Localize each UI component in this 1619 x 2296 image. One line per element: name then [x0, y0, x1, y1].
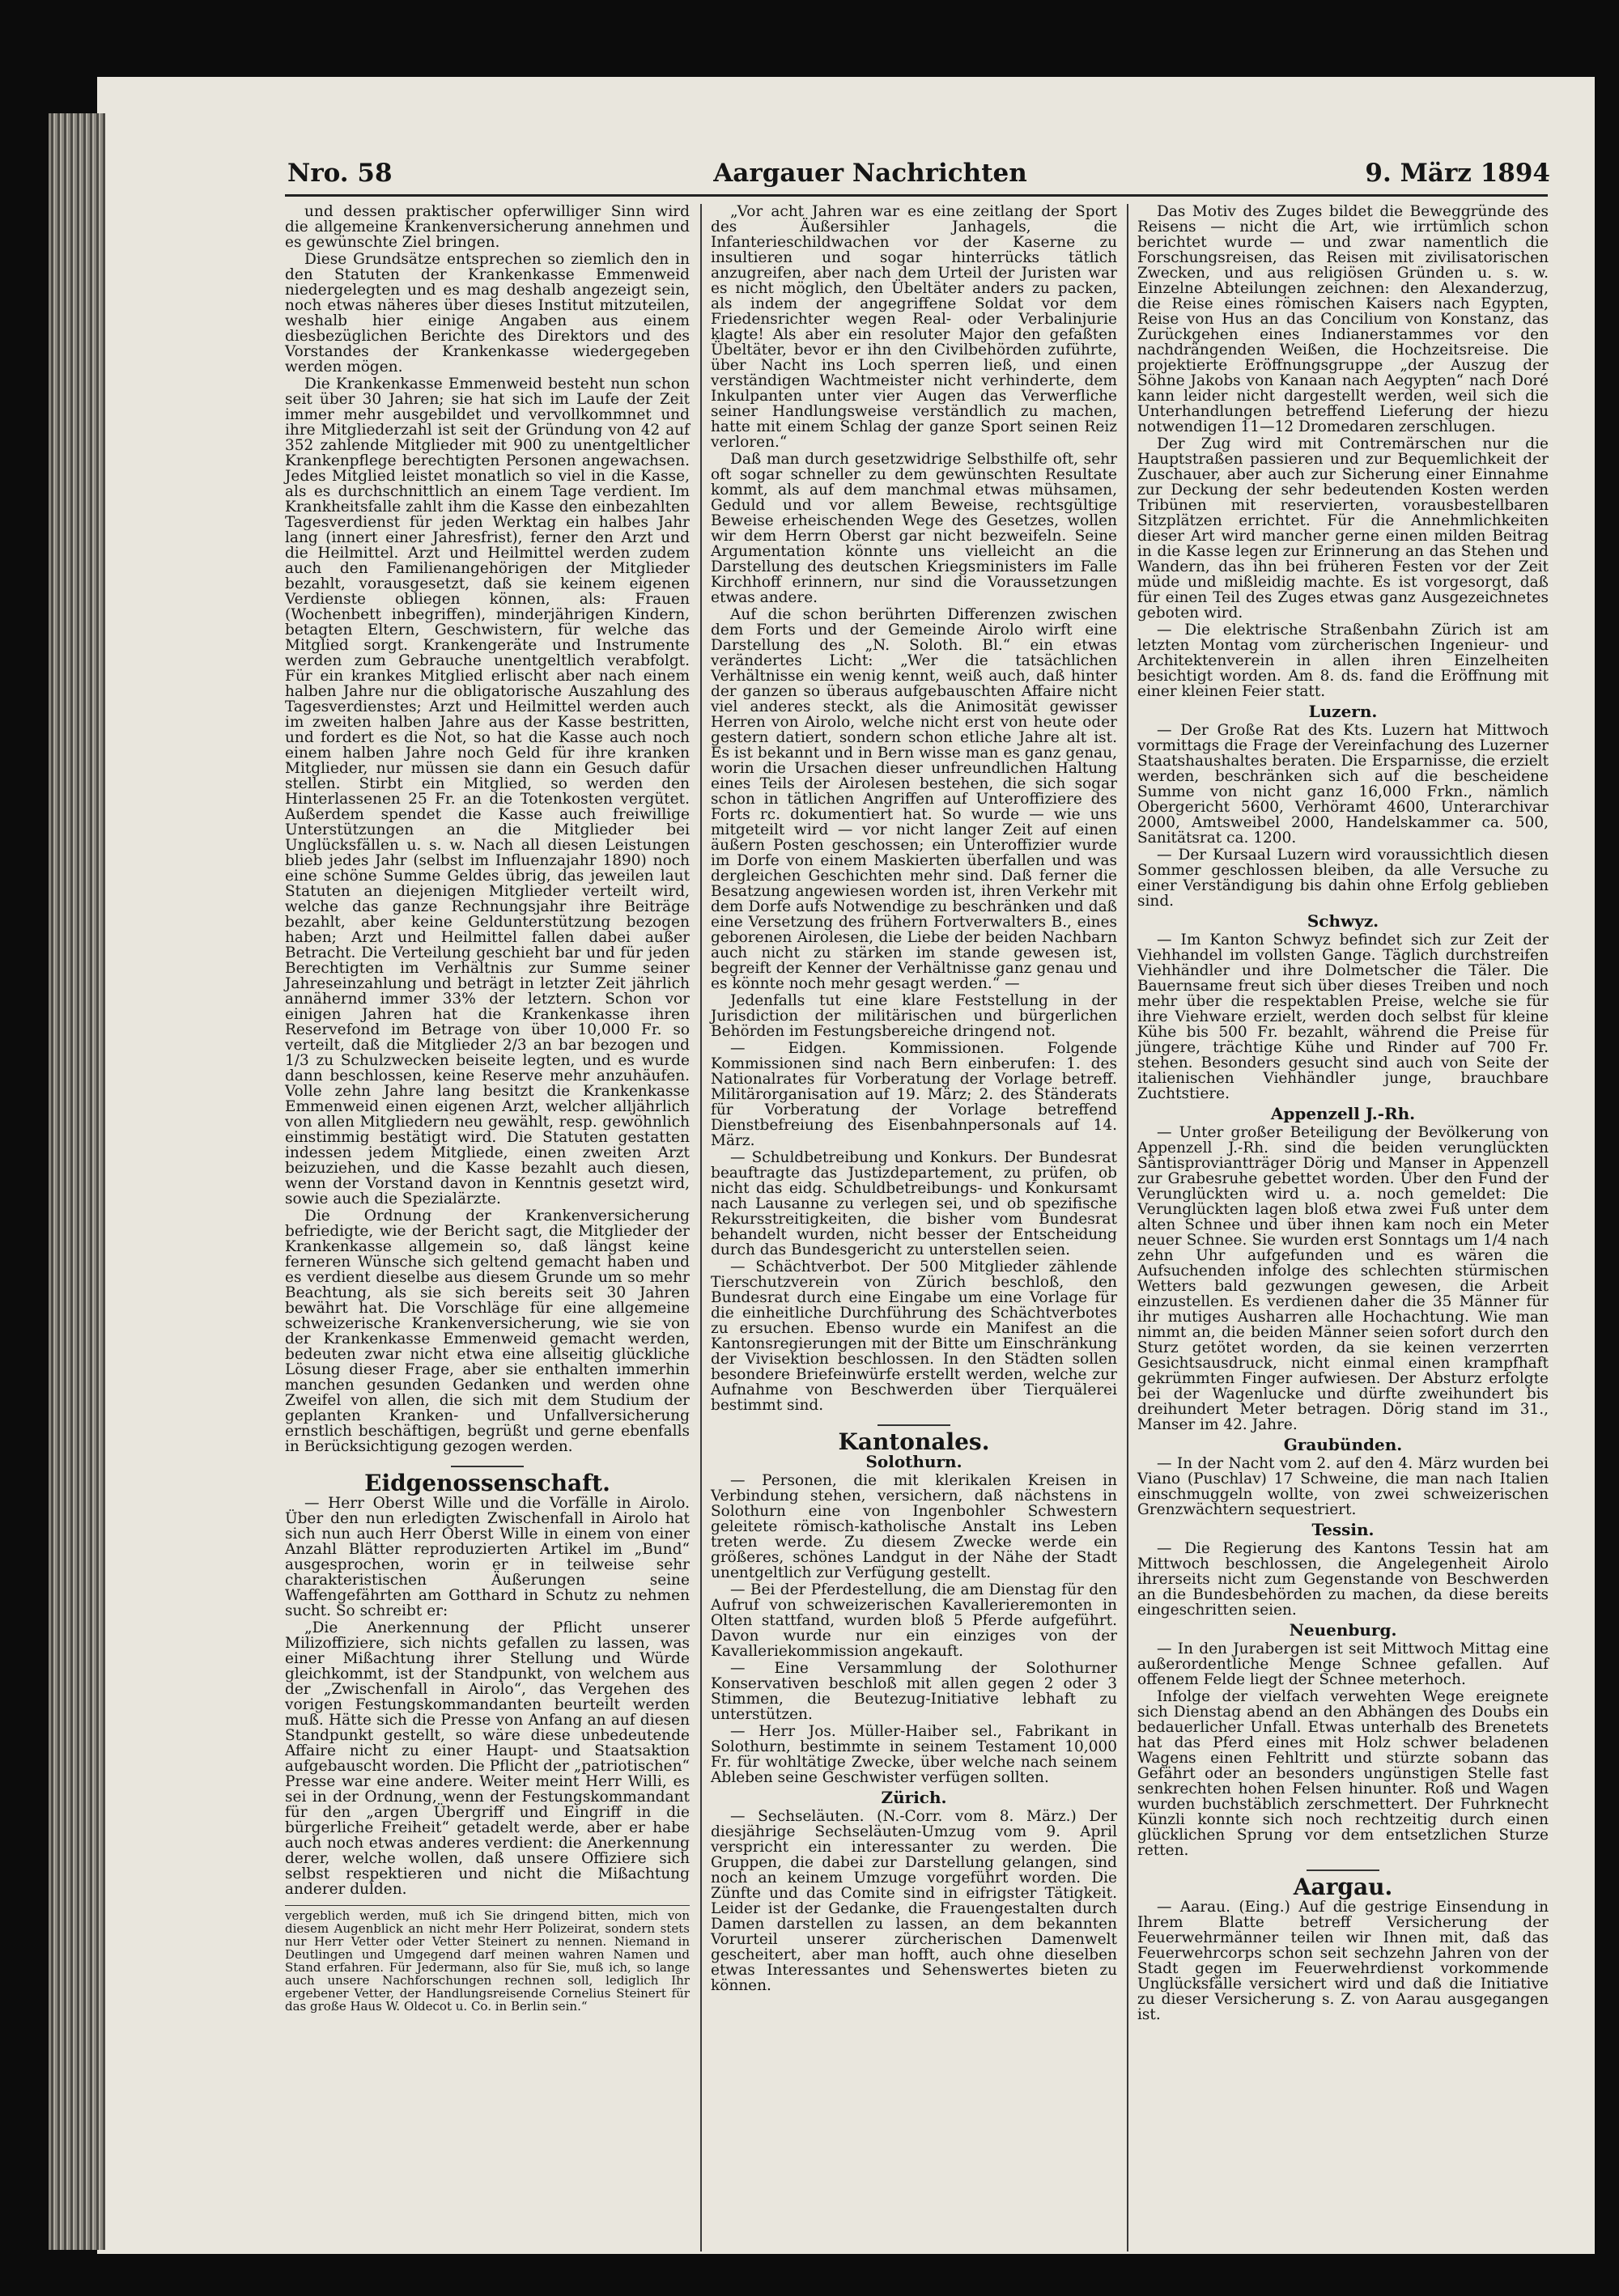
- paragraph: — Schächtverbot. Der 500 Mitglieder zählende Tierschutzverein von Zürich beschloß, den Bundesrat durch eine Eingabe um eine Vorlage für die einheitliche Durchführung des Schächtverbotes zu ersuchen. Ebenso wurde ein Manifest an die Kantonsregierungen mit der Bitte um Einschränkung der Vivisektion beschlossen. In den Städten sollen besondere Briefeinwürfe erstellt werden, welche zur Aufnahme von Beschwerden über Tierquälerei bestimmt sind.: [711, 1258, 1117, 1414]
- column-rule: [700, 204, 702, 2251]
- column-1: [285, 204, 690, 2251]
- paragraph: — Eidgen. Kommissionen. Folgende Kommissionen sind nach Bern einberufen: 1. des Nationalrates für Vorberatung der Vorlage betreff. Militärorganisation auf 19. März; 2. des Ständerats für Vorberatung der Vorlage betreffend Dienstbefreiung des Eisenbahnpersonals auf 14. März.: [711, 1040, 1117, 1149]
- section-heading-aargau: Aargau.: [1293, 1874, 1393, 1900]
- issue-date: 9. März 1894: [1365, 159, 1550, 188]
- subheading-zuerich: Zürich.: [881, 1788, 947, 1807]
- feuilleton-footer: vergeblich werden, muß ich Sie dringend bitten, mich von diesem Augenblick an nicht mehr Herr Polizeirat, sondern stets nur Herr Vetter oder Vetter Steinert zu nennen. Niemand in Deutlingen und Umgegend darf meinen wahren Namen und Stand erfahren. Für Jedermann, also für Sie, muß ich, so lange auch unsere Nachforschungen rechnen soll, lediglich Ihr ergebener Vetter, der Handlungsreisende Cornelius Steinert für das große Haus W. Oldecot u. Co. in Berlin sein.“: [285, 1905, 690, 2013]
- paragraph: — Aarau. (Eing.) Auf die gestrige Einsendung in Ihrem Blatte betreff Versicherung der Feuerwehrmänner teilen wir Ihnen mit, daß das Feuerwehrcorps schon seit sechzehn Jahren von der Stadt gegen im Feuerwehrdienst vorkommende Unglücksfälle versichert wird und daß die Initiative zu dieser Versicherung s. Z. von Aarau ausgegangen ist.: [1137, 1899, 1549, 2023]
- paragraph: — In den Jurabergen ist seit Mittwoch Mittag eine außerordentliche Menge Schnee gefallen. Auf offenem Felde liegt der Schnee meterhoch.: [1137, 1640, 1549, 1688]
- paragraph: — Eine Versammlung der Solothurner Konservativen beschloß mit allen gegen 2 oder 3 Stimmen, die Beutezug-Initiative lebhaft zu unterstützen.: [711, 1660, 1117, 1723]
- paragraph: — Der Große Rat des Kts. Luzern hat Mittwoch vormittags die Frage der Vereinfachung des Luzerner Staatshaushaltes beraten. Die Ersparnisse, die erzielt werden, beschränken sich auf die bescheidene Summe von nicht ganz 16,000 Frkn., nämlich Obergericht 5600, Verhöramt 4600, Unterarchivar 2000, Amtsweibel 2000, Handelskammer ca. 500, Sanitätsrat ca. 1200.: [1137, 722, 1549, 847]
- paragraph: — In der Nacht vom 2. auf den 4. März wurden bei Viano (Puschlav) 17 Schweine, die man nach Italien einschmuggeln wollte, von zwei schweizerischen Grenzwächtern sequestriert.: [1137, 1455, 1549, 1518]
- column-rule: [1127, 204, 1128, 2251]
- paragraph: — Die elektrische Straßenbahn Zürich ist am letzten Montag vom zürcherischen Ingenieur- und Architektenverein in allen ihren Einzelheiten besichtigt worden. Am 8. ds. fand die Eröffnung mit einer kleinen Feier statt.: [1137, 622, 1549, 700]
- subheading-schwyz: Schwyz.: [1307, 911, 1379, 931]
- header-rule: [285, 194, 1548, 197]
- subheading-luzern: Luzern.: [1308, 702, 1378, 721]
- paragraph: — Sechseläuten. (N.-Corr. vom 8. März.) Der diesjährige Sechseläuten-Umzug vom 9. April verspricht ein interessanter zu werden. Die Gruppen, die dabei zur Darstellung gelangen, sind noch an keinem Umzuge vorgeführt worden. Die Zünfte und das Comite sind in eifrigster Tätigkeit. Leider ist der Gedanke, die Frauengestalten durch Damen darstellen zu lassen, an dem bekannten Vorurteil unserer zürcherischen Damenwelt gescheitert, aber man hofft, auch ohne dieselben etwas Interessantes und Sehenswertes bieten zu können.: [711, 1808, 1117, 1994]
- binding-edge: [49, 113, 105, 2250]
- paragraph: Jedenfalls tut eine klare Feststellung in der Jurisdiction der militärischen und bürgerlichen Behörden im Festungsbereiche dringend not.: [711, 992, 1117, 1040]
- paragraph: Die Ordnung der Krankenversicherung befriedigte, wie der Bericht sagt, die Mitglieder der Krankenkasse allgemein so, daß längst keine ferneren Wünsche sich geltend gemacht haben und es verdient dieselbe aus diesem Grunde um so mehr Beachtung, als sie sich bereits seit 30 Jahren bewährt hat. Die Vorschläge für eine allgemeine schweizerische Krankenversicherung, wie sie von der Krankenkasse Emmenweid gemacht werden, bedeuten zwar nicht etwa eine allseitig glückliche Lösung dieser Frage, aber sie enthalten immerhin manchen gesunden Gedanken und werden ohne Zweifel von allen, die sich mit dem Studium der geplanten Kranken- und Unfallversicherung ernstlich beschäftigen, begrüßt und gerne ebenfalls in Berücksichtigung gezogen werden.: [285, 1207, 690, 1455]
- section-divider: [877, 1424, 950, 1426]
- paragraph: — Der Kursaal Luzern wird voraussichtlich diesen Sommer geschlossen bleiben, da alle Versuche zu einer Verständigung bis dahin ohne Erfolg geblieben sind.: [1137, 847, 1549, 910]
- section-divider: [1307, 1869, 1379, 1871]
- section-heading-eidgenossenschaft: Eidgenossenschaft.: [364, 1470, 610, 1496]
- paragraph: „Vor acht Jahren war es eine zeitlang der Sport des Äußersihler Janhagels, die Infanterieschildwachen vor der Kaserne zu insultieren und sogar hinterrücks tätlich anzugreifen, aber nach dem Urteil der Juristen war es nicht möglich, den Übeltäter anders zu packen, als indem der angegriffene Soldat vor dem Friedensrichter wegen Real- oder Verbalinjurie klagte! Als aber ein resoluter Major den gefaßten Übeltäter, bevor er ihn den Civilbehörden zuführte, über Nacht ins Loch sperren ließ, und einen verständigen Wachtmeister nicht verhinderte, dem Inkulpanten unter vier Augen das Verwerfliche seiner Handlungsweise verständlich zu machen, hatte mit einem Schlag der ganze Sport seinen Reiz verloren.“: [711, 203, 1117, 451]
- column-2: [711, 204, 1117, 2251]
- paragraph: — Unter großer Beteiligung der Bevölkerung von Appenzell J.-Rh. sind die beiden verunglückten Säntisproviantträger Dörig und Manser in Appenzell zur Grabesruhe gebettet worden. Über den Fund der Verunglückten wird u. a. noch gemeldet: Die Verunglückten lagen bloß etwa zwei Fuß unter dem alten Schnee und über ihnen kam noch ein Meter neuer Schnee. Sie wurden erst Sonntags um 1/4 nach zehn Uhr aufgefunden und es wären die Aufsuchenden infolge des schlechten stürmischen Wetters bald gezwungen gewesen, die Arbeit einzustellen. Es verdienen daher die 35 Männer für ihr mutiges Ausharren alle Hochachtung. Wie man nimmt an, die beiden Männer seien sofort durch den Sturz getötet worden, da sie keinen verzerrten Gesichtsausdruck, nicht einmal einen krampfhaft gekrümmten Finger aufwiesen. Der Absturz erfolgte bei der Wagenlucke und dürfte zweihundert bis dreihundert Meter betragen. Dörig stand im 31., Manser im 42. Jahre.: [1137, 1124, 1549, 1433]
- paragraph: — Herr Oberst Wille und die Vorfälle in Airolo. Über den nun erledigten Zwischenfall in Airolo hat sich nun auch Herr Oberst Wille in einem von einer Anzahl Blätter reproduzierten Artikel im „Bund“ ausgesprochen, worin er in teilweise sehr charakteristischen Äußerungen seine Waffengefährten am Gotthard in Schutz zu nehmen sucht. So schreibt er:: [285, 1495, 690, 1619]
- subheading-tessin: Tessin.: [1311, 1520, 1375, 1539]
- subheading-graubuenden: Graubünden.: [1283, 1435, 1403, 1454]
- paragraph: und dessen praktischer opferwilliger Sinn wird die allgemeine Krankenversicherung annehmen und es gewünschte Ziel bringen.: [285, 203, 690, 251]
- issue-number: Nro. 58: [287, 159, 393, 188]
- paragraph: Das Motiv des Zuges bildet die Beweggründe des Reisens — nicht die Art, wie irrtümlich schon berichtet wurde — und zwar namentlich die Forschungsreisen, das Reisen mit zivilisatorischen Zwecken, und aus religiösen Gründen u. s. w. Einzelne Abteilungen zeichnen: den Alexanderzug, die Reise eines römischen Kaisers nach Egypten, Reise von Hus an das Concilium von Konstanz, das Zurückgehen eines Indianerstammes vor den nachdrängenden Weißen, die Hochzeitsreise. Die projektierte Eröffnungsgruppe „der Auszug der Söhne Jakobs von Kanaan nach Aegypten“ nach Doré kann leider nicht dargestellt werden, weil sich die Unterhandlungen betreffend Lieferung der hiezu notwendigen 11—12 Dromedaren zerschlugen.: [1137, 203, 1549, 435]
- masthead-title: Aargauer Nachrichten: [713, 159, 1027, 188]
- paragraph: Diese Grundsätze entsprechen so ziemlich den in den Statuten der Krankenkasse Emmenweid niedergelegten und es mag deshalb angezeigt sein, noch etwas näheres über dieses Institut mitzuteilen, weshalb hier einige Angaben aus einem diesbezüglichen Berichte des Direktors und des Vorstandes der Krankenkasse wiedergegeben werden mögen.: [285, 251, 690, 376]
- paragraph: Die Krankenkasse Emmenweid besteht nun schon seit über 30 Jahren; sie hat sich im Laufe der Zeit immer mehr ausgebildet und vervollkommnet und ihre Mitgliederzahl ist seit der Gründung von 42 auf 352 zahlende Mitglieder mit 900 zu unentgeltlicher Krankenpflege berechtigten Personen angewachsen. Jedes Mitglied leistet monatlich so viel in die Kasse, als es durchschnittlich an einem Tage verdient. Im Krankheitsfalle zahlt ihm die Kasse den einbezahlten Tagesverdienst für jeden Werktag ein halbes Jahr lang (innert einer Jahresfrist), ferner den Arzt und die Heilmittel. Arzt und Heilmittel werden zudem auch den Familienangehörigen der Mitglieder bezahlt, vorausgesetzt, daß sie keinem eigenen Verdienste obliegen können, als: Frauen (Wochenbett inbegriffen), minderjährigen Kindern, betagten Eltern, Geschwistern, für welche das Mitglied sorgt. Krankengeräte und Instrumente werden zum Gebrauche unentgeltlich verabfolgt. Für ein krankes Mitglied erlischt aber nach einem halben Jahre nur die obligatorische Auszahlung des Tagesverdienstes; Arzt und Heilmittel werden auch im zweiten halben Jahre aus der Kasse bestritten, und fordert es die Not, so hat die Kasse auch noch einem halben Jahre noch Geld für ihre kranken Mitglieder, nur müssen sie dann ein Gesuch dafür stellen. Stirbt ein Mitglied, so werden den Hinterlassenen 25 Fr. an die Totenkosten vergütet. Außerdem spendet die Kasse auch freiwillige Unterstützungen an die Mitglieder bei Unglücksfällen u. s. w. Nach all diesen Leistungen blieb jedes Jahr (selbst im Influenzajahr 1890) noch eine schöne Summe Geldes übrig, das jeweilen laut Statuten an diejenigen Mitglieder verteilt wird, welche das ganze Rechnungsjahr ihre Beiträge bezahlt, aber keine Geldunterstützung bezogen haben; Arzt und Heilmittel fallen dabei außer Betracht. Die Verteilung geschieht bar und für jeden Berechtigten im Verhältnis zur Summe seiner Jahreseinzahlung und beträgt in letzter Zeit jährlich annähernd immer 33% der letztern. Schon vor einigen Jahren hat die Krankenkasse ihren Reservefond im Betrage von über 10,000 Fr. so verteilt, daß die Mitglieder 2/3 an bar bezogen und 1/3 zu Schulzwecken beiseite legten, und es wurde dann beschlossen, keine Reserve mehr anzuhäufen. Volle zehn Jahre lang besitzt die Krankenkasse Emmenweid einen eigenen Arzt, welcher alljährlich von allen Mitgliedern neu gewählt, resp. gewöhnlich einstimmig bestätigt wird. Die Statuten gestatten indessen jedem Mitgliede, einen zweiten Arzt beizuziehen, und die Kasse bezahlt auch diesen, wenn der Vorstand davon in Kenntnis gesetzt wird, sowie auch die Spezialärzte.: [285, 376, 690, 1207]
- paragraph: — Die Regierung des Kantons Tessin hat am Mittwoch beschlossen, die Angelegenheit Airolo ihrerseits nicht zum Gegenstande von Beschwerden an die Bundesbehörden zu machen, da diese bereits eingeschritten seien.: [1137, 1540, 1549, 1619]
- paragraph: — Im Kanton Schwyz befindet sich zur Zeit der Viehhandel im vollsten Gange. Täglich durchstreifen Viehhändler und ihre Dolmetscher die Täler. Die Bauernsame freut sich über dieses Treiben und noch mehr über die respektablen Preise, welche sie für ihre Viehware erzielt, werden doch selbst für kleine Kühe bis 500 Fr. bezahlt, während die Preise für jüngere, trächtige Kühe und Rinder auf 700 Fr. stehen. Besonders gesucht sind auch von Seite der italienischen Viehhändler junge, brauchbare Zuchtstiere.: [1137, 932, 1549, 1102]
- paragraph: Der Zug wird mit Contremärschen nur die Hauptstraßen passieren und zur Bequemlichkeit der Zuschauer, aber auch zur Sicherung einer Einnahme zur Deckung der sehr bedeutenden Kosten werden Tribünen mit reservierten, vorausbestellbaren Sitzplätzen errichtet. Für die Annehmlichkeiten dieser Art wird mancher gerne einen milden Beitrag in die Kasse legen zur Erinnerung an das Stehen und Wandern, das ihn bei früheren Festen vor der Zeit müde und mißleidig machte. Es ist vorgesorgt, daß für einen Teil des Zuges etwas ganz Ausgezeichnetes geboten wird.: [1137, 435, 1549, 622]
- subheading-neuenburg: Neuenburg.: [1289, 1620, 1397, 1640]
- paragraph: „Die Anerkennung der Pflicht unserer Milizoffiziere, sich nichts gefallen zu lassen, was einer Mißachtung ihrer Stellung und Würde gleichkommt, ist der Standpunkt, von welchem aus der „Zwischenfall in Airolo“, das Vergehen des vorigen Festungskommandanten beurteilt werden muß. Hätte sich die Presse von Anfang an auf diesen Standpunkt gestellt, so wäre diese unbedeutende Affaire nicht zu einer Haupt- und Staatsaktion aufgebauscht worden. Die Pflicht der „patriotischen“ Presse war eine andere. Weiter meint Herr Willi, es sei in der Ordnung, wenn der Festungskommandant für den „argen Übergriff und Eingriff in die bürgerliche Freiheit“ getadelt werde, aber er habe auch noch etwas anderes verdient: die Anerkennung derer, welche wollen, daß unsere Offiziere sich selbst respektieren und nicht die Mißachtung anderer dulden.: [285, 1619, 690, 1898]
- paragraph: — Schuldbetreibung und Konkurs. Der Bundesrat beauftragte das Justizdepartement, zu prüfen, ob nicht das eidg. Schuldbetreibungs- und Konkursamt nach Lausanne zu verlegen sei, und ob spezifische Rekursstreitigkeiten, die bisher vom Bundesrat behandelt wurden, nicht besser der Entscheidung durch das Bundesgericht zu unterstellen seien.: [711, 1149, 1117, 1258]
- section-heading-kantonales: Kantonales.: [838, 1428, 990, 1455]
- paragraph: Daß man durch gesetzwidrige Selbsthilfe oft, sehr oft sogar schneller zu dem gewünschten Resultate kommt, als auf dem manchmal etwas mühsamen, Geduld und vor allem Beweise, rechtsgültige Beweise erheischenden Wege des Gesetzes, wollen wir dem Herrn Oberst gar nicht bezweifeln. Seine Argumentation könnte uns vielleicht an die Darstellung des deutschen Kriegsministers im Falle Kirchhoff erinnern, nur sind die Voraussetzungen etwas andere.: [711, 451, 1117, 606]
- column-3: [1137, 204, 1549, 2251]
- paragraph: — Herr Jos. Müller-Haiber sel., Fabrikant in Solothurn, bestimmte in seinem Testament 10,000 Fr. für wohltätige Zwecke, über welche nach seinem Ableben seine Geschwister verfügen sollten.: [711, 1723, 1117, 1786]
- paragraph: — Personen, die mit klerikalen Kreisen in Verbindung stehen, versichern, daß nächstens in Solothurn eine von Ingenbohler Schwestern geleitete römisch-katholische Anstalt ins Leben treten werde. Zu diesem Zwecke werde ein größeres, schönes Landgut in der Nähe der Stadt unentgeltlich zur Verfügung gestellt.: [711, 1472, 1117, 1581]
- section-divider: [451, 1466, 524, 1467]
- page-header: [190, 159, 1550, 191]
- paragraph: — Bei der Pferdestellung, die am Dienstag für den Aufruf von schweizerischen Kavallerieremonten in Olten stattfand, wurden bloß 5 Pferde aufgeführt. Davon wurde nur ein einziges von der Kavalleriekommission angekauft.: [711, 1581, 1117, 1660]
- subheading-solothurn: Solothurn.: [865, 1452, 962, 1471]
- paragraph: Auf die schon berührten Differenzen zwischen dem Forts und der Gemeinde Airolo wirft eine Darstellung des „N. Soloth. Bl.“ ein etwas verändertes Licht: „Wer die tatsächlichen Verhältnisse ein wenig kennt, weiß auch, daß hinter der ganzen so überaus aufgebauschten Affaire nicht viel anderes steckt, als die Animosität gewisser Herren von Airolo, welche nicht erst von heute oder gestern datiert, sondern schon etliche Jahre alt ist. Es ist bekannt und in Bern wisse man es ganz genau, worin die Ursachen dieser unfreundlichen Haltung eines Teils der Airolesen bestehen, die sich sogar schon in tätlichen Angriffen auf Unteroffiziere des Forts rc. dokumentiert hat. So wurde — wie uns mitgeteilt wird — vor nicht langer Zeit auf einen äußern Posten geschossen; ein Unteroffizier wurde im Dorfe von einem Maskierten überfallen und was dergleichen Geschichten mehr sind. Daß ferner die Besatzung angewiesen worden ist, ihren Verkehr mit dem Dorfe aufs Notwendige zu beschränken und daß eine Versetzung des frühern Fortverwalters B., eines geborenen Airolesen, die Liebe der beiden Nachbarn auch nicht zu stärken im stande gewesen ist, begreift der Kenner der Verhältnisse ganz genau und es könnte noch mehr gesagt werden.“ —: [711, 606, 1117, 992]
- subheading-appenzell: Appenzell J.-Rh.: [1270, 1104, 1416, 1123]
- paragraph: Infolge der vielfach verwehten Wege ereignete sich Dienstag abend an den Abhängen des Doubs ein bedauerlicher Unfall. Etwas unterhalb des Brenetets hat das Pferd eines mit Holz schwer beladenen Wagens einen Fehltritt und stürzte sobann das Gefährt oder an besonders ungünstigen Stelle fast senkrechten hohen Felsen hinunter. Roß und Wagen wurden buchstäblich zerschmettert. Der Fuhrknecht Künzli konnte sich noch rechtzeitig durch einen glücklichen Sprung vor dem entsetzlichen Sturze retten.: [1137, 1688, 1549, 1859]
